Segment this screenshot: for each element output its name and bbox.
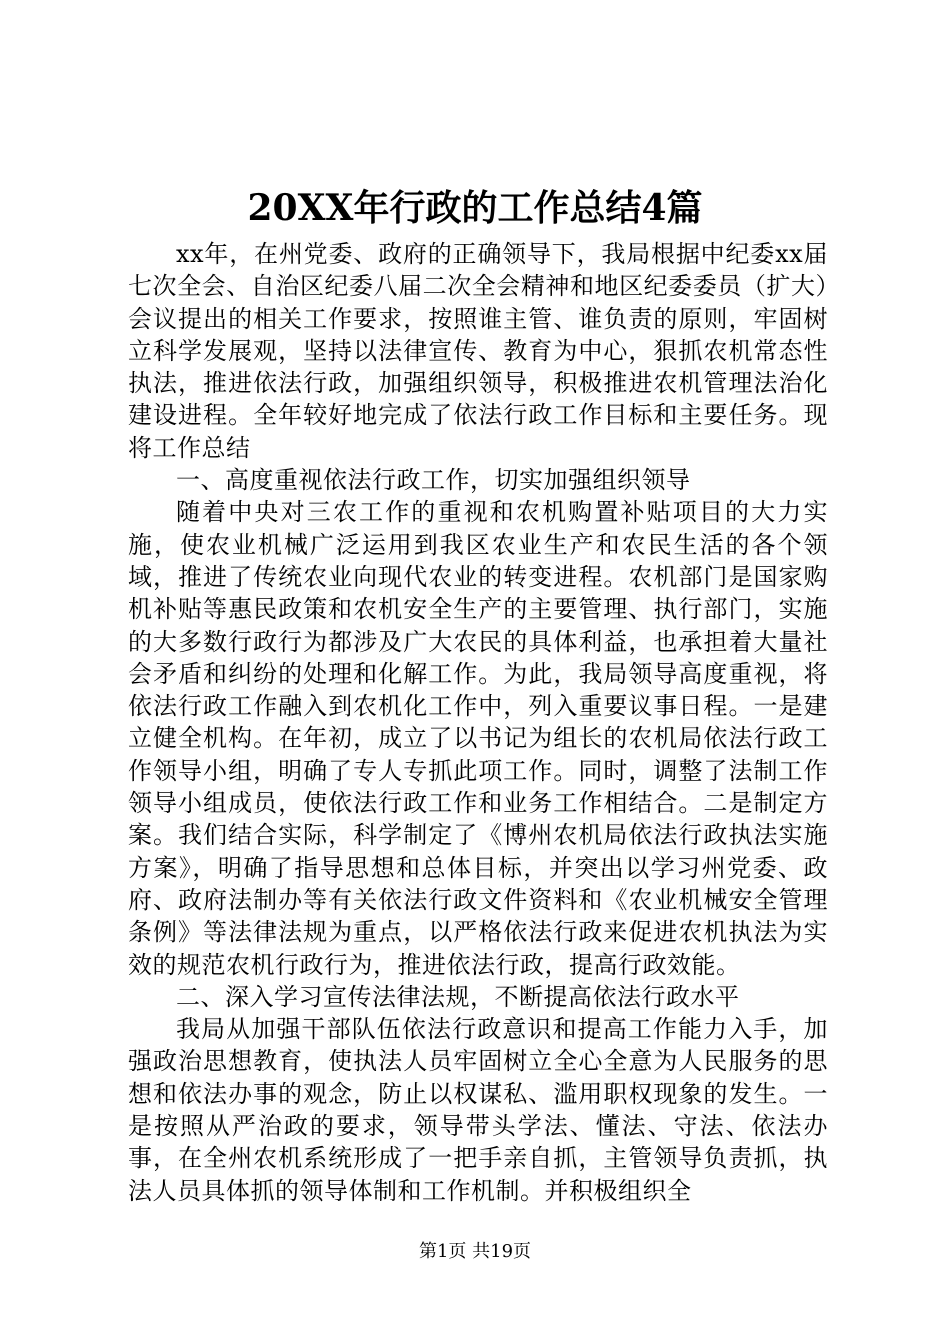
document-title: 20XX年行政的工作总结4篇 (247, 187, 703, 229)
document-body (128, 238, 828, 1207)
section-heading-2: 二、深入学习宣传法律法规，不断提高依法行政水平 (176, 982, 740, 1011)
page-footer: 第1页 共19页 (418, 1241, 532, 1262)
paragraph-section-2: 我局从加强干部队伍依法行政意识和提高工作能力入手，加强政治思想教育，使执法人员牢固树立全心全意为人民服务的思想和依法办事的观念，防止以权谋私、滥用职权现象的发生。一是按照从严治政的要求，领导带头学法、懂法、守法、依法办事，在全州农机系统形成了一把手亲自抓，主管领导负责抓，执法人员具体抓的领导体制和工作机制。并积极组织全 (128, 1015, 828, 1205)
section-heading-1: 一、高度重视依法行政工作，切实加强组织领导 (176, 466, 691, 495)
paragraph-intro: xx年，在州党委、政府的正确领导下，我局根据中纪委xx届七次全会、自治区纪委八届二次全会精神和地区纪委委员（扩大）会议提出的相关工作要求，按照谁主管、谁负责的原则，牢固树立科学发展观，坚持以法律宣传、教育为中心，狠抓农机常态性执法，推进依法行政，加强组织领导，积极推进农机管理法治化建设进程。全年较好地完成了依法行政工作目标和主要任务。现将工作总结 (128, 240, 828, 462)
paragraph-section-1: 随着中央对三农工作的重视和农机购置补贴项目的大力实施，使农业机械广泛运用到我区农业生产和农民生活的各个领域，推进了传统农业向现代农业的转变进程。农机部门是国家购机补贴等惠民政策和农机安全生产的主要管理、执行部门，实施的大多数行政行为都涉及广大农民的具体利益，也承担着大量社会矛盾和纠纷的处理和化解工作。为此，我局领导高度重视，将依法行政工作融入到农机化工作中，列入重要议事日程。一是建立健全机构。在年初，成立了以书记为组长的农机局依法行政工作领导小组，明确了专人专抓此项工作。同时，调整了法制工作领导小组成员，使依法行政工作和业务工作相结合。二是制定方案。我们结合实际，科学制定了《博州农机局依法行政执法实施方案》，明确了指导思想和总体目标，并突出以学习州党委、政府、政府法制办等有关依法行政文件资料和《农业机械安全管理条例》等法律法规为重点，以严格依法行政来促进农机执法为实效的规范农机行政行为，推进依法行政，提高行政效能。 (128, 498, 828, 979)
